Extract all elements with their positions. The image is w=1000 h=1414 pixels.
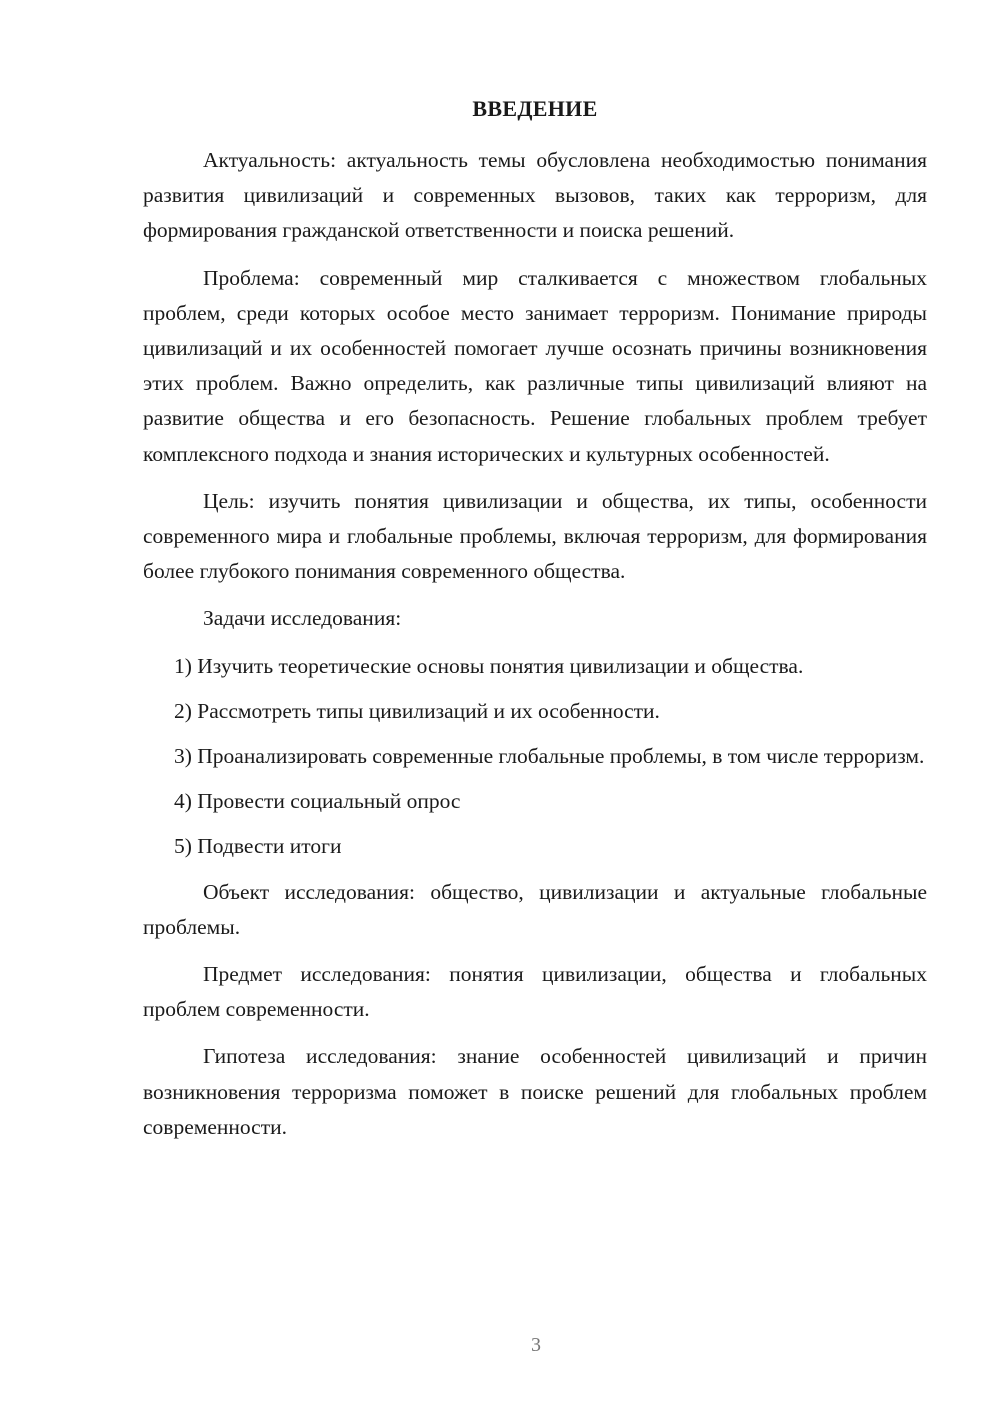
page-title: ВВЕДЕНИЕ — [472, 96, 598, 121]
task-item-4: 4) Провести социальный опрос — [174, 789, 461, 814]
hypothesis-paragraph: Гипотеза исследования: знание особенностей цивилизаций и причин возникновения терроризма поможет в поиске решений для глобальных проблем современности. — [143, 1044, 927, 1139]
task-item-2: 2) Рассмотреть типы цивилизаций и их особенности. — [174, 698, 660, 723]
subject-paragraph: Предмет исследования: понятия цивилизации, общества и глобальных проблем современности. — [143, 962, 927, 1022]
task-item-1: 1) Изучить теоретические основы понятия цивилизации и общества. — [174, 653, 804, 678]
page-number: 3 — [531, 1334, 541, 1356]
tasks-heading: Задачи исследования: — [203, 606, 402, 631]
task-item-5: 5) Подвести итоги — [174, 834, 342, 859]
problem-paragraph: Проблема: современный мир сталкивается с множеством глобальных проблем, среди которых особое место занимает терроризм. Понимание природы цивилизаций и их особенностей помогает лучше осознать причины возникновения этих проблем. Важно определить, как различные типы цивилизаций влияют на развитие общества и его безопасность. Решение глобальных проблем требует комплексного подхода и знания исторических и культурных особенностей. — [143, 265, 927, 466]
relevance-paragraph: Актуальность: актуальность темы обусловлена необходимостью понимания развития цивилизаций и современных вызовов, таких как терроризм, для формирования гражданской ответственности и поиска решений. — [143, 148, 927, 243]
object-paragraph: Объект исследования: общество, цивилизации и актуальные глобальные проблемы. — [143, 879, 927, 939]
document-page — [143, 94, 927, 1157]
task-item-3: 3) Проанализировать современные глобальные проблемы, в том числе терроризм. — [174, 744, 925, 769]
goal-paragraph: Цель: изучить понятия цивилизации и общества, их типы, особенности современного мира и глобальные проблемы, включая терроризм, для формирования более глубокого понимания современного общества. — [143, 488, 927, 584]
